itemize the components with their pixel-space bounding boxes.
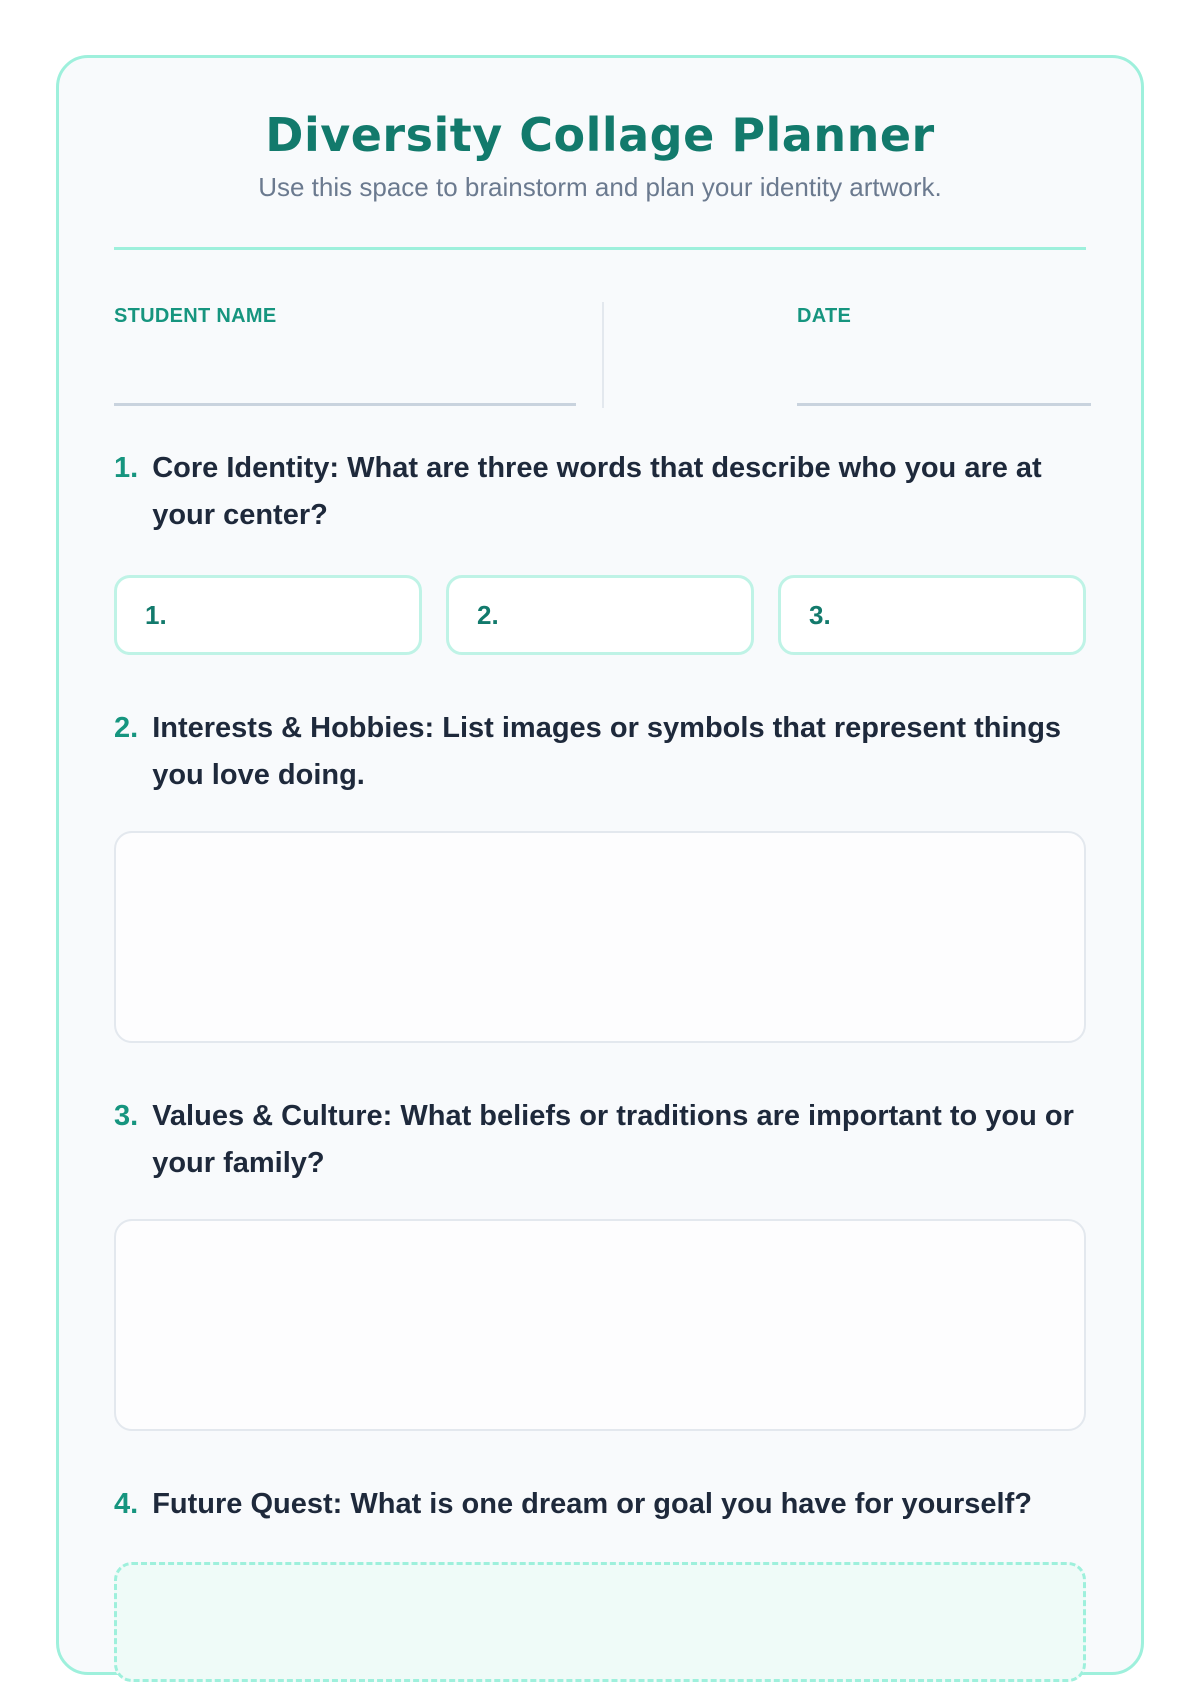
date-field[interactable] xyxy=(797,403,1091,406)
word-slot-label: 3. xyxy=(809,599,831,630)
page-subtitle: Use this space to brainstorm and plan your identity artwork. xyxy=(258,172,942,202)
question-4-text: Future Quest: What is one dream or goal you have for yourself? xyxy=(152,1488,1032,1520)
question-3 xyxy=(114,1093,1086,1187)
question-1 xyxy=(114,445,1086,539)
date-label: DATE xyxy=(797,305,852,327)
question-2 xyxy=(114,705,1086,799)
question-4 xyxy=(114,1481,1086,1528)
student-name-field[interactable] xyxy=(114,403,576,406)
future-quest-answer-box[interactable] xyxy=(114,1562,1086,1682)
word-input-2[interactable] xyxy=(446,575,754,655)
question-4-number: 4. xyxy=(114,1488,139,1520)
question-1-text: Core Identity: What are three words that describe who you are at your center? xyxy=(152,452,1042,531)
field-separator xyxy=(602,302,604,408)
word-slot-label: 1. xyxy=(145,599,167,630)
planner-card xyxy=(56,55,1144,1675)
question-1-number: 1. xyxy=(114,452,139,484)
word-input-1[interactable] xyxy=(114,575,422,655)
question-3-number: 3. xyxy=(114,1100,139,1132)
student-name-label: STUDENT NAME xyxy=(114,305,277,327)
word-input-3[interactable] xyxy=(778,575,1086,655)
core-identity-words xyxy=(114,575,1086,655)
question-2-number: 2. xyxy=(114,712,139,744)
student-info-row xyxy=(114,250,1086,410)
values-answer-box[interactable] xyxy=(114,1219,1086,1431)
interests-answer-box[interactable] xyxy=(114,831,1086,1043)
question-3-text: Values & Culture: What beliefs or traditions are important to you or your family? xyxy=(152,1100,1074,1179)
word-slot-label: 2. xyxy=(477,599,499,630)
question-2-text: Interests & Hobbies: List images or symbols that represent things you love doing. xyxy=(152,712,1062,791)
page-title: Diversity Collage Planner xyxy=(265,108,935,162)
